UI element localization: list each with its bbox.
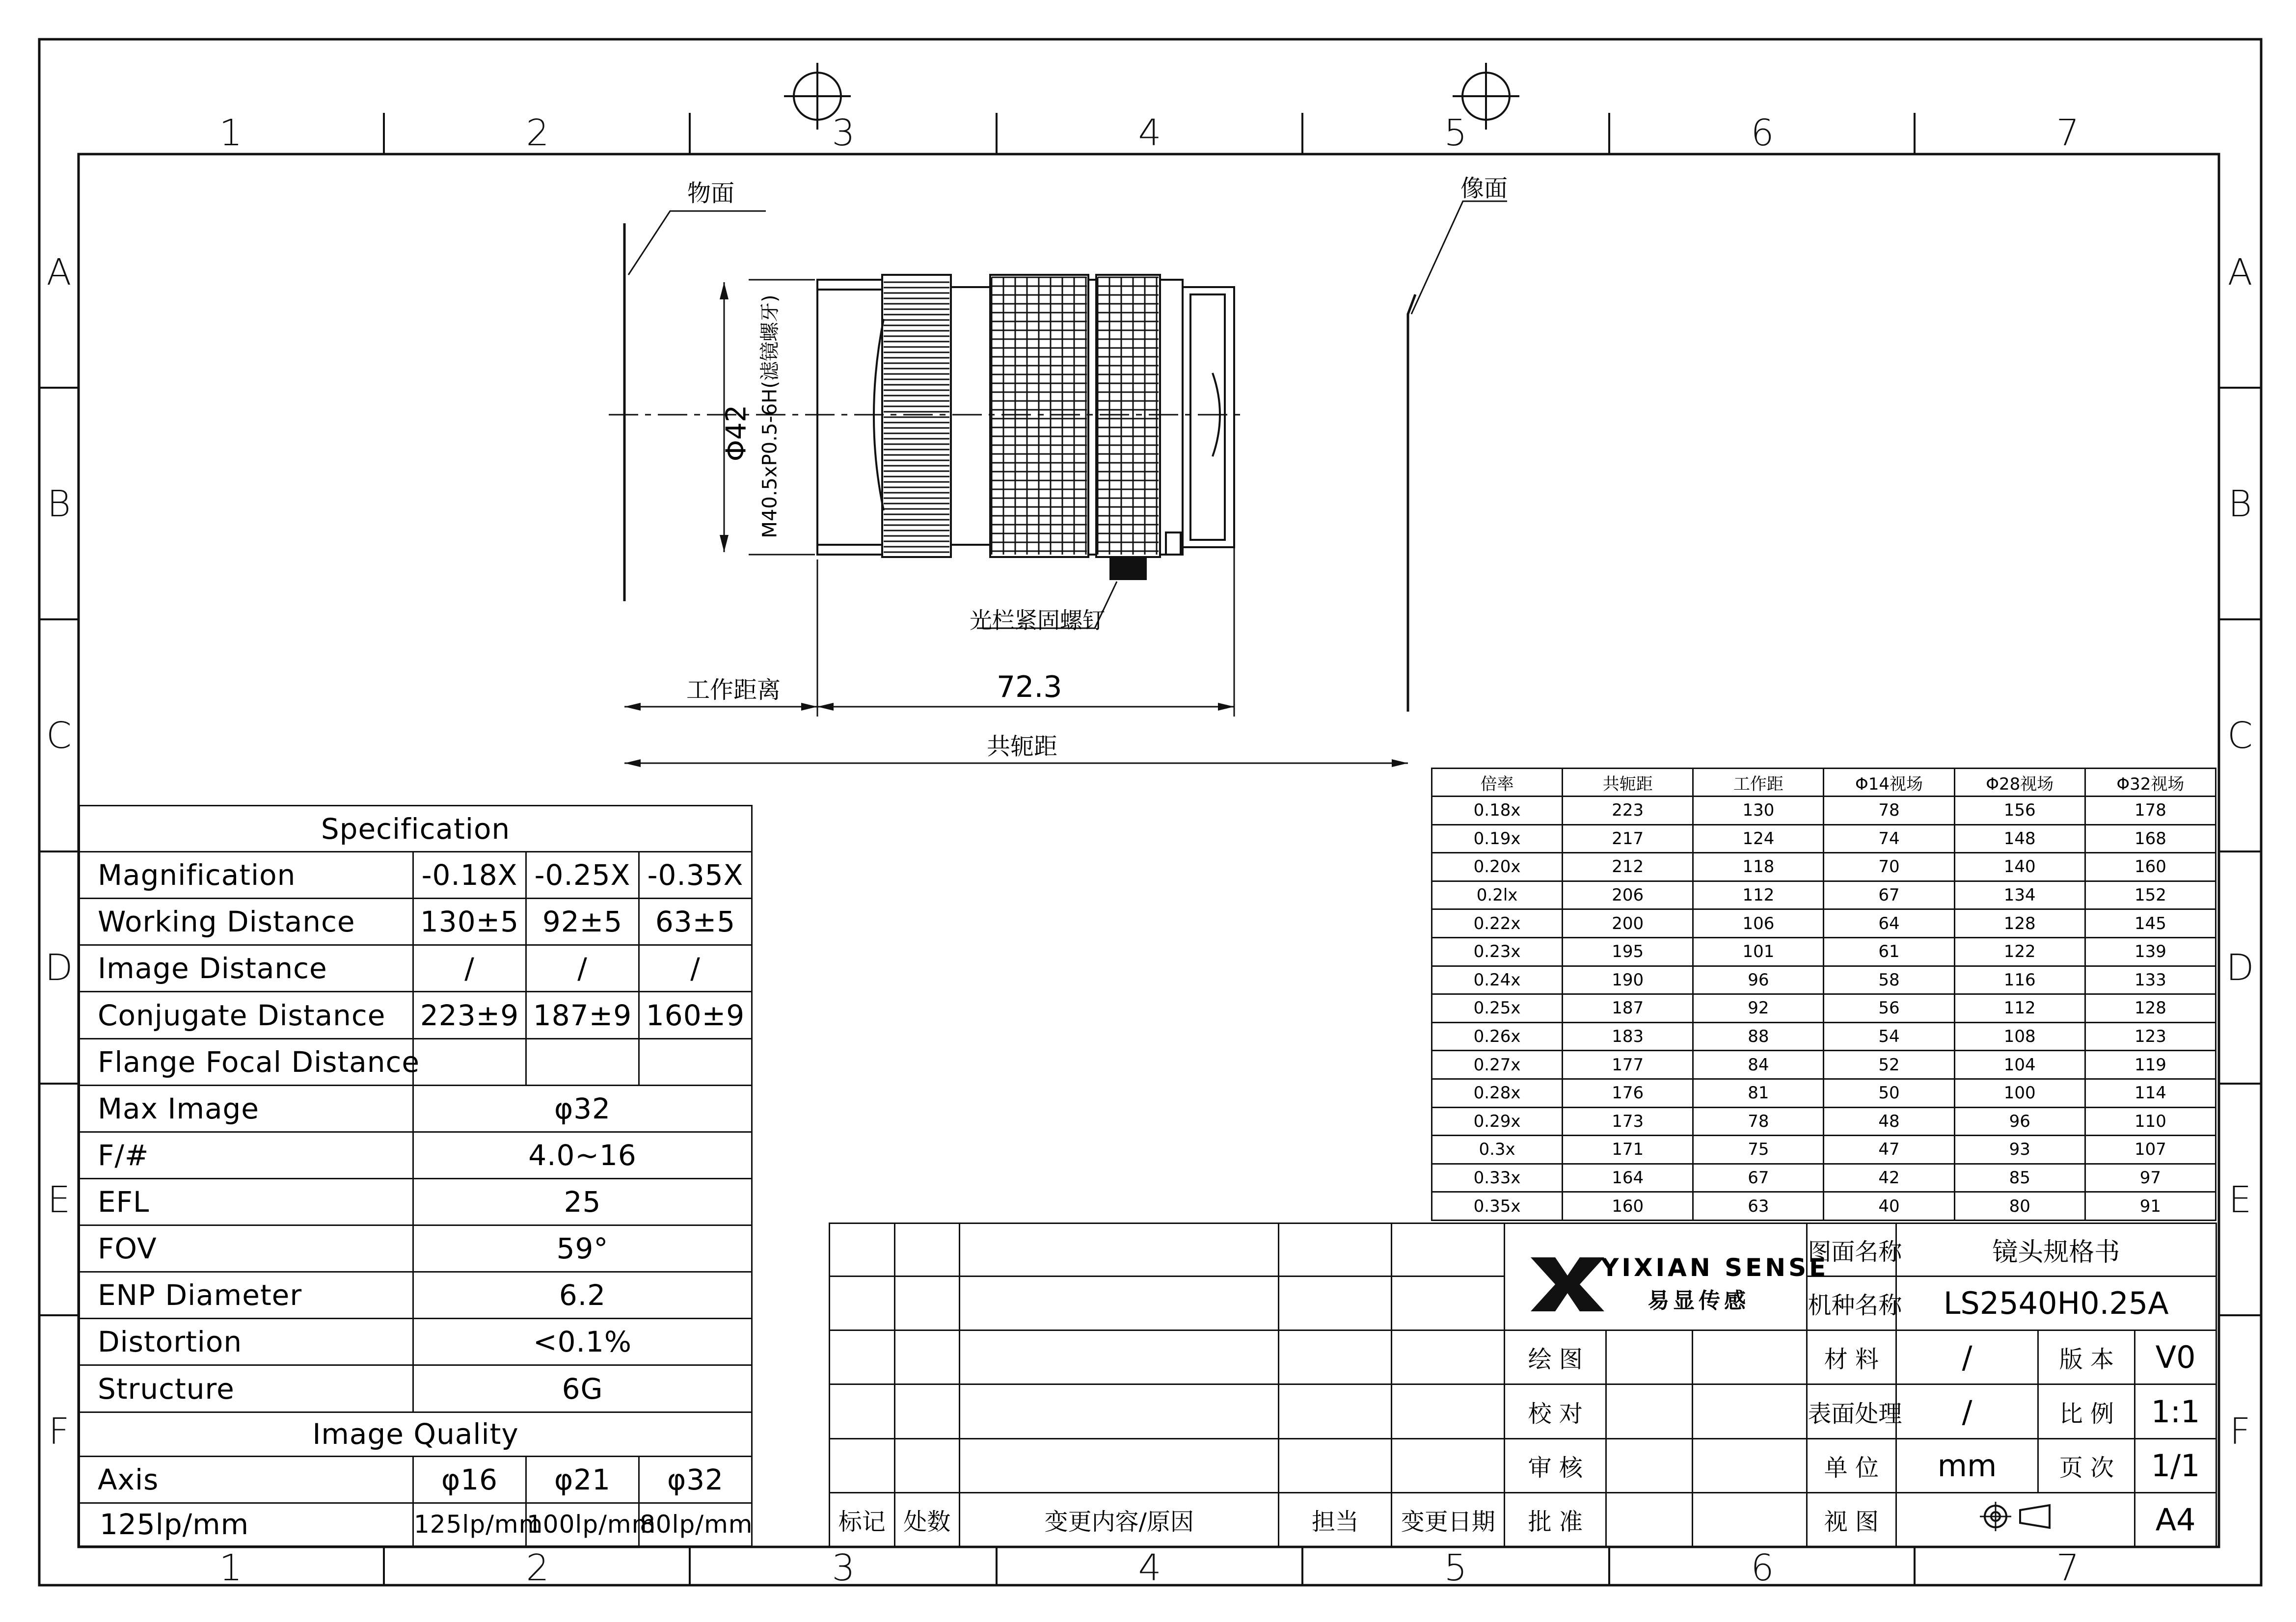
table-cell: 0.2lx — [1432, 881, 1563, 909]
spec-label: 125lp/mm — [80, 1503, 413, 1546]
table-cell: 123 — [2085, 1022, 2215, 1051]
table-cell: 40 — [1824, 1192, 1954, 1221]
spec-value: 187±9 — [526, 992, 639, 1038]
row-label-d: D — [45, 947, 73, 989]
page-label: 页 次 — [2038, 1438, 2135, 1492]
body-length-label: 72.3 — [997, 670, 1062, 704]
table-cell: 212 — [1563, 853, 1693, 881]
spec-value: 4.0~16 — [413, 1132, 752, 1178]
table-row — [80, 1038, 752, 1085]
spec-value: 63±5 — [639, 899, 752, 945]
row-label-c: C — [46, 715, 72, 757]
spec-label: Flange Focal Distance — [80, 1038, 413, 1085]
drawn-label: 绘 图 — [1505, 1330, 1606, 1384]
table-cell: 42 — [1824, 1164, 1954, 1192]
spec-value: φ32 — [639, 1456, 752, 1503]
conjugate-distance-label: 共轭距 — [987, 733, 1058, 760]
table-cell: 195 — [1563, 937, 1693, 966]
table-row — [80, 1503, 752, 1546]
column-label-3-bottom: 3 — [832, 1547, 855, 1589]
table-row — [80, 899, 752, 945]
column-header: 倍率 — [1432, 769, 1563, 797]
table-cell: 114 — [2085, 1079, 2215, 1107]
column-label-2: 2 — [526, 112, 549, 154]
table-row — [80, 1225, 752, 1272]
spec-value: 100lp/mm — [526, 1503, 639, 1546]
approved-label: 批 准 — [1505, 1492, 1606, 1546]
spec-value: 130±5 — [413, 899, 526, 945]
filter-thread-label: M40.5xP0.5-6H(滤镜螺牙) — [758, 294, 782, 538]
scale-value: 1:1 — [2135, 1384, 2216, 1438]
table-cell: 171 — [1563, 1136, 1693, 1164]
table-cell: 56 — [1824, 994, 1954, 1023]
unit-label: 单 位 — [1807, 1438, 1896, 1492]
spec-value: 92±5 — [526, 899, 639, 945]
table-cell: 63 — [1693, 1192, 1824, 1221]
row-label-e: E — [47, 1179, 71, 1221]
checked-label: 校 对 — [1505, 1384, 1606, 1438]
column-label-2-bottom: 2 — [526, 1547, 549, 1589]
projection-symbol-icon — [1966, 1499, 2064, 1534]
column-header: Φ32视场 — [2085, 769, 2215, 797]
column-header: Φ14视场 — [1824, 769, 1954, 797]
table-cell: 133 — [2085, 966, 2215, 994]
projection-symbol — [1896, 1492, 2135, 1546]
spec-value — [639, 1038, 752, 1085]
table-cell: 92 — [1693, 994, 1824, 1023]
company-logo — [1505, 1223, 1829, 1330]
table-cell: 152 — [2085, 881, 2215, 909]
table-row — [1432, 937, 2216, 966]
surface-value: / — [1896, 1384, 2038, 1438]
table-row — [1432, 1079, 2216, 1107]
table-cell: 112 — [1693, 881, 1824, 909]
table-cell: 0.3x — [1432, 1136, 1563, 1164]
table-row — [80, 1319, 752, 1365]
model-label: 机种名称 — [1807, 1276, 1896, 1330]
material-value: / — [1896, 1330, 2038, 1384]
table-cell: 78 — [1824, 797, 1954, 825]
outer-diameter-label: Φ42 — [720, 404, 753, 462]
table-cell: 104 — [1954, 1051, 2085, 1079]
surface-label: 表面处理 — [1807, 1384, 1896, 1438]
spec-value: -0.25X — [526, 852, 639, 899]
spec-label: Distortion — [80, 1319, 413, 1365]
table-cell: 50 — [1824, 1079, 1954, 1107]
table-cell: 128 — [1954, 909, 2085, 938]
logo-subtext: 易显传感 — [1648, 1288, 1750, 1313]
spec-value — [413, 1038, 526, 1085]
table-cell: 118 — [1693, 853, 1824, 881]
table-cell: 67 — [1693, 1164, 1824, 1192]
table-row — [1432, 909, 2216, 938]
spec-value: / — [526, 945, 639, 992]
table-cell: 110 — [2085, 1107, 2215, 1136]
table-row — [1432, 1051, 2216, 1079]
spec-label: EFL — [80, 1178, 413, 1225]
table-cell: 156 — [1954, 797, 2085, 825]
table-cell: 85 — [1954, 1164, 2085, 1192]
revision-header: 变更内容/原因 — [960, 1492, 1279, 1546]
table-cell: 100 — [1954, 1079, 2085, 1107]
table-row — [1432, 1136, 2216, 1164]
row-label-f-right: F — [2229, 1410, 2251, 1453]
revision-header: 变更日期 — [1392, 1492, 1505, 1546]
table-cell: 0.18x — [1432, 797, 1563, 825]
column-label-1: 1 — [219, 112, 243, 154]
view-label: 视 图 — [1807, 1492, 1896, 1546]
column-label-5: 5 — [1444, 112, 1467, 154]
table-row — [1432, 797, 2216, 825]
spec-value — [526, 1038, 639, 1085]
spec-value: 223±9 — [413, 992, 526, 1038]
paper-size: A4 — [2135, 1492, 2216, 1546]
spec-value: -0.18X — [413, 852, 526, 899]
spec-label: Axis — [80, 1456, 413, 1503]
spec-value: 25 — [413, 1178, 752, 1225]
table-cell: 223 — [1563, 797, 1693, 825]
table-cell: 119 — [2085, 1051, 2215, 1079]
table-row — [1432, 1164, 2216, 1192]
table-row — [1432, 1107, 2216, 1136]
spec-label: Structure — [80, 1365, 413, 1412]
table-cell: 70 — [1824, 853, 1954, 881]
table-cell: 75 — [1693, 1136, 1824, 1164]
column-header: 共轭距 — [1563, 769, 1693, 797]
table-cell: 177 — [1563, 1051, 1693, 1079]
spec-value: / — [413, 945, 526, 992]
table-cell: 148 — [1954, 824, 2085, 853]
table-cell: 160 — [1563, 1192, 1693, 1221]
table-cell: 140 — [1954, 853, 2085, 881]
table-row — [1432, 994, 2216, 1023]
table-header-row — [1432, 769, 2216, 797]
table-cell: 124 — [1693, 824, 1824, 853]
reviewed-label: 审 核 — [1505, 1438, 1606, 1492]
spec-value: 6G — [413, 1365, 752, 1412]
column-label-4-bottom: 4 — [1138, 1547, 1162, 1589]
table-cell: 0.29x — [1432, 1107, 1563, 1136]
revision-header: 标记 — [830, 1492, 895, 1546]
image-quality-title: Image Quality — [80, 1412, 752, 1456]
table-row — [80, 945, 752, 992]
unit-value: mm — [1896, 1438, 2038, 1492]
row-label-e-right: E — [2228, 1179, 2252, 1221]
table-cell: 116 — [1954, 966, 2085, 994]
title-block — [829, 1223, 2217, 1547]
specification-table — [79, 805, 753, 1547]
table-cell: 0.20x — [1432, 853, 1563, 881]
table-row — [1432, 824, 2216, 853]
table-cell: 130 — [1693, 797, 1824, 825]
spec-label: Working Distance — [80, 899, 413, 945]
table-cell: 0.26x — [1432, 1022, 1563, 1051]
table-cell: 61 — [1824, 937, 1954, 966]
row-label-f: F — [48, 1410, 70, 1453]
version-label: 版 本 — [2038, 1330, 2135, 1384]
spec-value: φ21 — [526, 1456, 639, 1503]
table-row — [80, 1365, 752, 1412]
table-row — [1432, 881, 2216, 909]
row-label-d-right: D — [2226, 947, 2254, 989]
table-row — [1432, 1022, 2216, 1051]
spec-value: φ32 — [413, 1085, 752, 1132]
table-cell: 81 — [1693, 1079, 1824, 1107]
spec-value: 59° — [413, 1225, 752, 1272]
magnification-table — [1431, 768, 2216, 1221]
table-cell: 160 — [2085, 853, 2215, 881]
image-plane-label: 像面 — [1460, 175, 1508, 202]
table-cell: 91 — [2085, 1192, 2215, 1221]
table-cell: 200 — [1563, 909, 1693, 938]
table-row — [80, 1132, 752, 1178]
row-label-b: B — [47, 483, 71, 525]
spec-value: <0.1% — [413, 1319, 752, 1365]
material-label: 材 料 — [1807, 1330, 1896, 1384]
spec-label: ENP Diameter — [80, 1272, 413, 1319]
column-label-7: 7 — [2056, 112, 2080, 154]
revision-header: 担当 — [1279, 1492, 1392, 1546]
table-cell: 80 — [1954, 1192, 2085, 1221]
table-row — [80, 1272, 752, 1319]
spec-value: 160±9 — [639, 992, 752, 1038]
spec-label: Magnification — [80, 852, 413, 899]
table-cell: 67 — [1824, 881, 1954, 909]
table-cell: 112 — [1954, 994, 2085, 1023]
spec-label: F/# — [80, 1132, 413, 1178]
column-label-4: 4 — [1138, 112, 1162, 154]
column-label-3: 3 — [832, 112, 855, 154]
table-cell: 206 — [1563, 881, 1693, 909]
table-row — [1432, 1192, 2216, 1221]
row-label-b-right: B — [2228, 483, 2252, 525]
table-row — [80, 1456, 752, 1503]
table-cell: 0.22x — [1432, 909, 1563, 938]
table-row — [80, 852, 752, 899]
table-cell: 178 — [2085, 797, 2215, 825]
specification-title: Specification — [80, 806, 752, 852]
table-cell: 187 — [1563, 994, 1693, 1023]
table-cell: 0.35x — [1432, 1192, 1563, 1221]
table-cell: 217 — [1563, 824, 1693, 853]
spec-value: -0.35X — [639, 852, 752, 899]
knurl-pattern — [884, 277, 1159, 555]
table-cell: 93 — [1954, 1136, 2085, 1164]
column-label-6-bottom: 6 — [1751, 1547, 1774, 1589]
table-row — [80, 1178, 752, 1225]
spec-label: FOV — [80, 1225, 413, 1272]
table-cell: 47 — [1824, 1136, 1954, 1164]
spec-label: Conjugate Distance — [80, 992, 413, 1038]
row-label-a-right: A — [2227, 251, 2253, 293]
table-cell: 58 — [1824, 966, 1954, 994]
object-plane-label: 物面 — [687, 180, 735, 207]
table-cell: 0.23x — [1432, 937, 1563, 966]
column-header: 工作距 — [1693, 769, 1824, 797]
table-cell: 97 — [2085, 1164, 2215, 1192]
table-cell: 96 — [1693, 966, 1824, 994]
spec-value: φ16 — [413, 1456, 526, 1503]
table-cell: 48 — [1824, 1107, 1954, 1136]
page-value: 1/1 — [2135, 1438, 2216, 1492]
logo-text: YIXIAN SENSE — [1601, 1253, 1829, 1282]
table-cell: 173 — [1563, 1107, 1693, 1136]
table-cell: 0.28x — [1432, 1079, 1563, 1107]
table-cell: 84 — [1693, 1051, 1824, 1079]
table-cell: 139 — [2085, 937, 2215, 966]
table-cell: 128 — [2085, 994, 2215, 1023]
iris-lock-screw-label: 光栏紧固螺钉 — [970, 607, 1105, 634]
table-row — [1432, 853, 2216, 881]
table-cell: 134 — [1954, 881, 2085, 909]
working-distance-label: 工作距离 — [686, 676, 781, 704]
table-cell: 176 — [1563, 1079, 1693, 1107]
spec-value: 125lp/mm — [413, 1503, 526, 1546]
table-row — [80, 1085, 752, 1132]
table-cell: 0.27x — [1432, 1051, 1563, 1079]
table-cell: 64 — [1824, 909, 1954, 938]
table-cell: 101 — [1693, 937, 1824, 966]
column-label-5-bottom: 5 — [1444, 1547, 1467, 1589]
table-cell: 78 — [1693, 1107, 1824, 1136]
row-label-c-right: C — [2227, 715, 2253, 757]
table-cell: 0.33x — [1432, 1164, 1563, 1192]
table-cell: 183 — [1563, 1022, 1693, 1051]
column-label-6: 6 — [1751, 112, 1774, 154]
spec-value: 80lp/mm — [639, 1503, 752, 1546]
table-row — [1432, 966, 2216, 994]
spec-value: 6.2 — [413, 1272, 752, 1319]
drawing-name-label: 图面名称 — [1807, 1223, 1896, 1276]
table-cell: 0.25x — [1432, 994, 1563, 1023]
spec-label: Image Distance — [80, 945, 413, 992]
scale-label: 比 例 — [2038, 1384, 2135, 1438]
spec-value: / — [639, 945, 752, 992]
table-cell: 190 — [1563, 966, 1693, 994]
table-cell: 0.24x — [1432, 966, 1563, 994]
table-row — [80, 992, 752, 1038]
table-cell: 106 — [1693, 909, 1824, 938]
column-header: Φ28视场 — [1954, 769, 2085, 797]
table-cell: 88 — [1693, 1022, 1824, 1051]
column-label-7-bottom: 7 — [2056, 1547, 2080, 1589]
row-label-a: A — [46, 251, 72, 293]
model-name: LS2540H0.25A — [1896, 1276, 2216, 1330]
revision-header: 处数 — [894, 1492, 960, 1546]
column-label-1-bottom: 1 — [219, 1547, 243, 1589]
spec-label: Max Image — [80, 1085, 413, 1132]
version-value: V0 — [2135, 1330, 2216, 1384]
table-cell: 74 — [1824, 824, 1954, 853]
table-cell: 168 — [2085, 824, 2215, 853]
table-cell: 107 — [2085, 1136, 2215, 1164]
table-cell: 145 — [2085, 909, 2215, 938]
table-cell: 164 — [1563, 1164, 1693, 1192]
table-cell: 108 — [1954, 1022, 2085, 1051]
table-cell: 96 — [1954, 1107, 2085, 1136]
table-cell: 52 — [1824, 1051, 1954, 1079]
table-cell: 0.19x — [1432, 824, 1563, 853]
table-cell: 122 — [1954, 937, 2085, 966]
drawing-name: 镜头规格书 — [1896, 1223, 2216, 1276]
table-cell: 54 — [1824, 1022, 1954, 1051]
